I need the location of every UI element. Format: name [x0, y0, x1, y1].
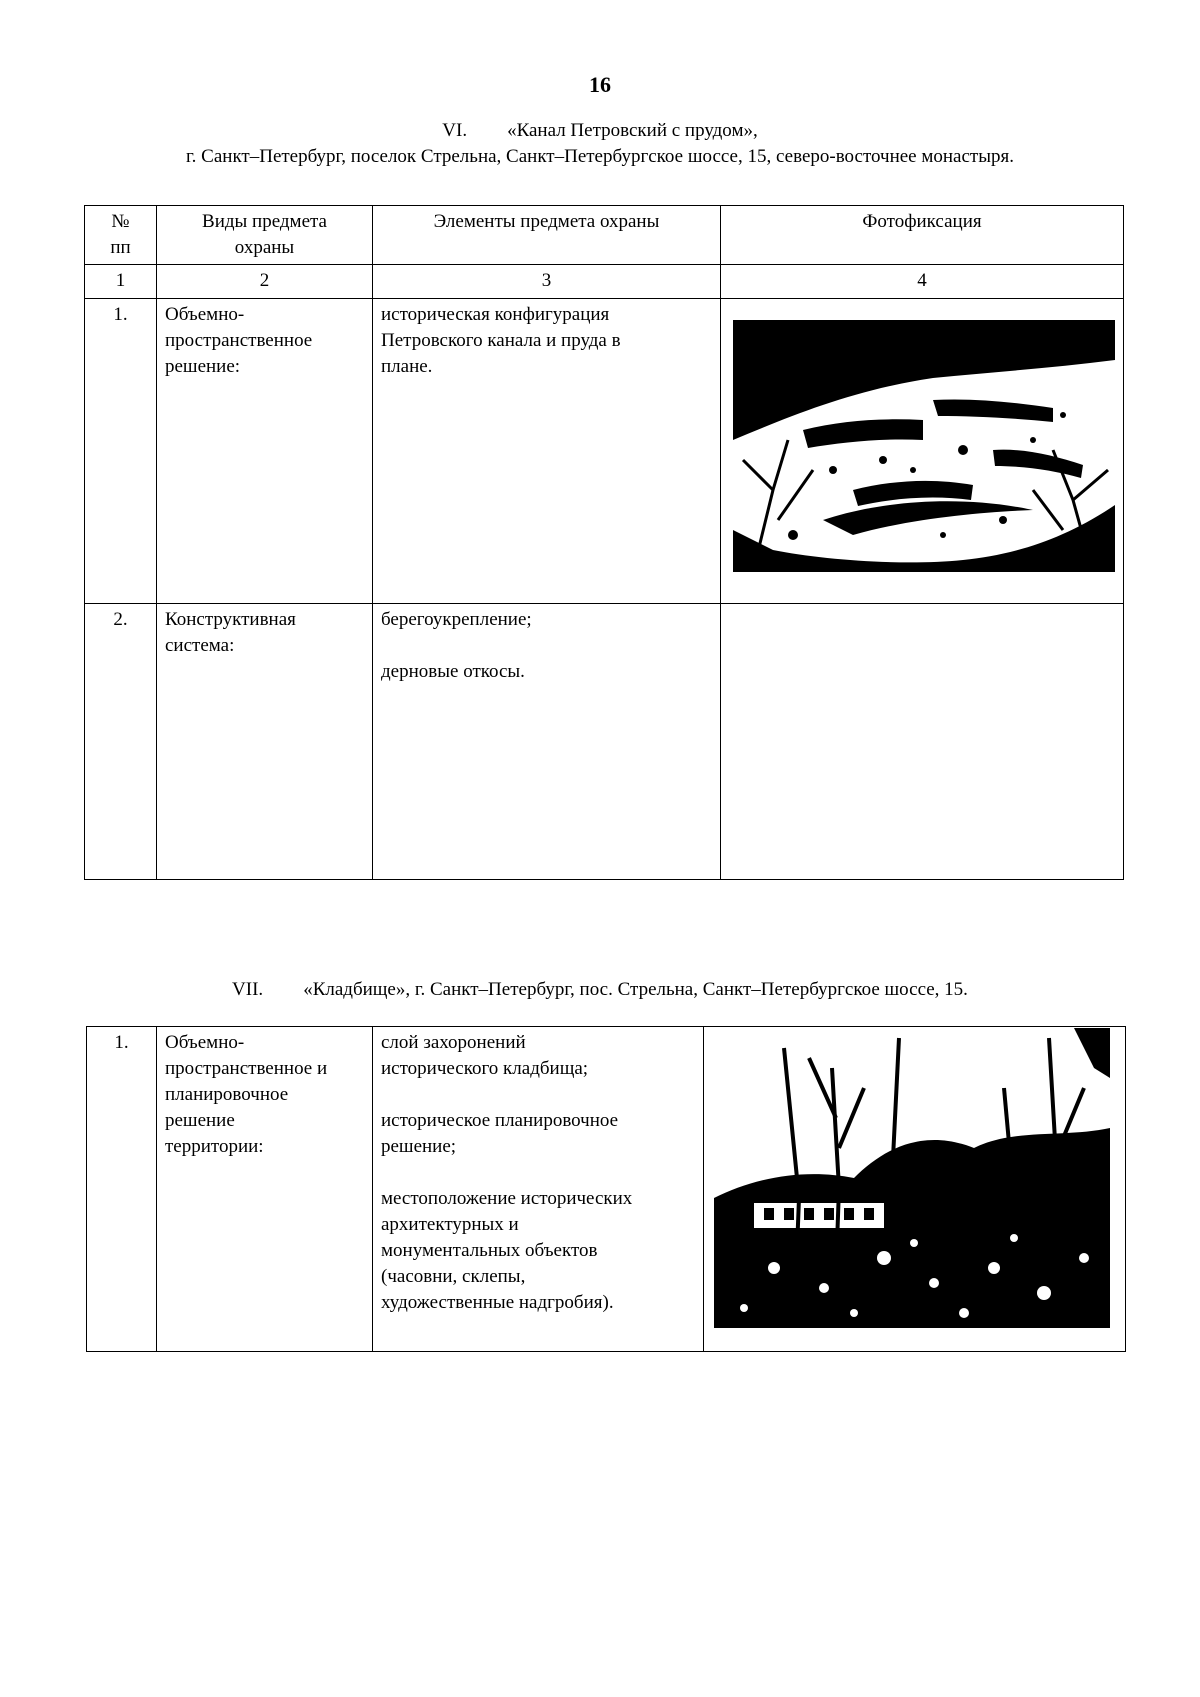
section-7-numeral: VII.: [232, 979, 264, 1000]
header-protection-type: Виды предмета охраны: [157, 206, 373, 265]
header-number: № пп: [85, 206, 157, 265]
section-7-title-text: «Кладбище», г. Санкт–Петербург, пос. Стрельна, Санкт–Петербургское шоссе, 15.: [303, 979, 968, 1000]
cemetery-photo: [714, 1028, 1110, 1328]
table-row: [85, 299, 1124, 604]
section-6-title: [0, 118, 1200, 144]
section-6-table: [84, 205, 1124, 880]
numbering-cell: 3: [373, 265, 721, 299]
protection-elements-cell: слой захоронений исторического кладбища; историческое планировочное решение; местоположение исторических архитектурных и монументальных объектов (часовни, склепы, художественные надгробия).: [373, 1027, 704, 1352]
numbering-cell: 1: [85, 265, 157, 299]
protection-type-cell: Конструктивная система:: [157, 604, 373, 880]
header-protection-elements: Элементы предмета охраны: [373, 206, 721, 265]
section-6-title-line1: «Канал Петровский с прудом»,: [507, 120, 758, 141]
row-number: 1.: [87, 1027, 157, 1352]
photo-cell-empty: [721, 604, 1124, 880]
row-number: 2.: [85, 604, 157, 880]
protection-elements-cell: берегоукрепление; дерновые откосы.: [373, 604, 721, 880]
section-7-table: [86, 1026, 1126, 1352]
protection-elements-cell: историческая конфигурация Петровского канала и пруда в плане.: [373, 299, 721, 604]
section-6-address: г. Санкт–Петербург, поселок Стрельна, Санкт–Петербургское шоссе, 15, северо-восточнее монастыря.: [186, 146, 1014, 167]
protection-type-cell: Объемно- пространственное и планировочное решение территории:: [157, 1027, 373, 1352]
protection-type-cell: Объемно- пространственное решение:: [157, 299, 373, 604]
header-photo: Фотофиксация: [721, 206, 1124, 265]
table-numbering-row: [85, 265, 1124, 299]
canal-photo: [733, 320, 1115, 572]
row-number: 1.: [85, 299, 157, 604]
section-7-title: [0, 977, 1200, 1003]
page-number: 16: [589, 72, 611, 97]
table-row: [87, 1027, 1126, 1352]
numbering-cell: 4: [721, 265, 1124, 299]
table-row: [85, 604, 1124, 880]
numbering-cell: 2: [157, 265, 373, 299]
table-header-row: [85, 206, 1124, 265]
section-6-numeral: VI.: [442, 120, 468, 141]
photo-cell: [704, 1027, 1126, 1352]
photo-cell: [721, 299, 1124, 604]
